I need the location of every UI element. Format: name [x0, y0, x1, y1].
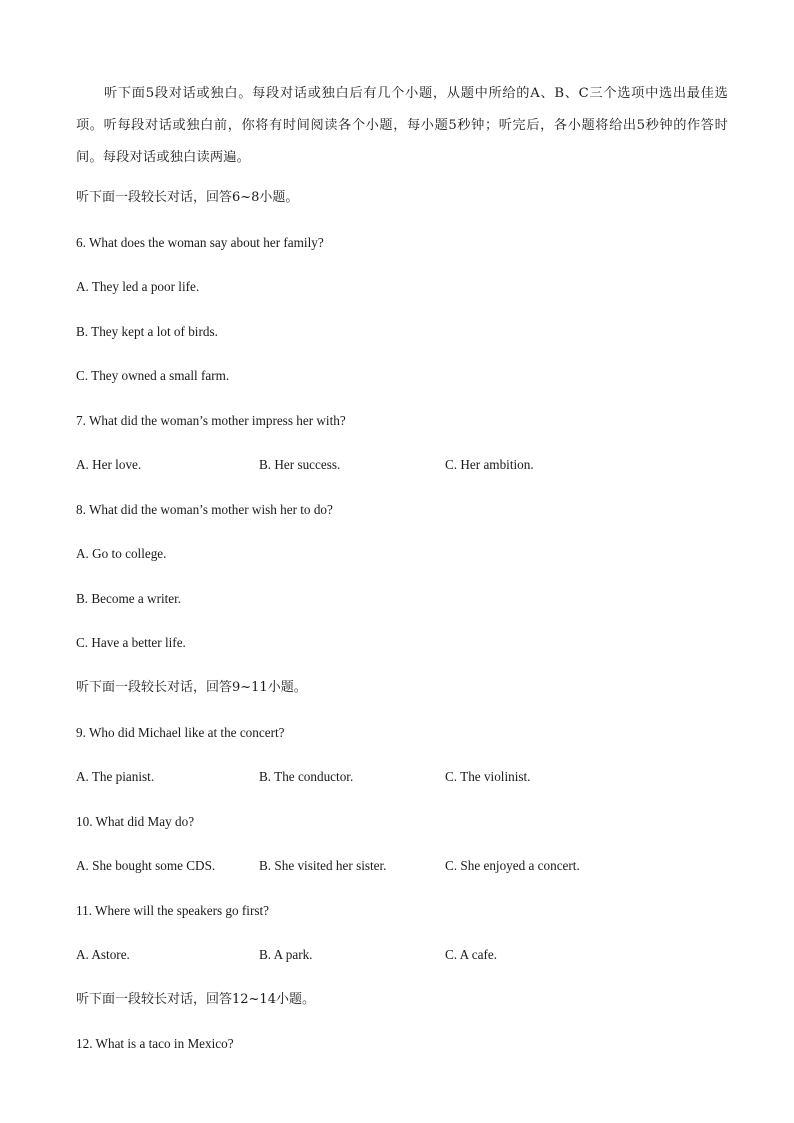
- question-7: 7. What did the woman’s mother impress her with?: [76, 413, 346, 428]
- q9-option-c: C. The violinist.: [445, 769, 531, 784]
- section-header-6-8: 听下面一段较长对话，回答6~8小题。: [76, 190, 299, 205]
- q8-option-a: A. Go to college.: [76, 546, 167, 561]
- q11-option-c: C. A cafe.: [445, 947, 498, 962]
- question-11: 11. Where will the speakers go first?: [76, 903, 269, 918]
- question-10: 10. What did May do?: [76, 814, 195, 829]
- q11-option-b: B. A park.: [259, 947, 313, 962]
- q11-option-a: A. Astore.: [76, 947, 130, 962]
- q6-option-c: C. They owned a small farm.: [76, 368, 230, 383]
- q7-option-b: B. Her success.: [259, 457, 341, 472]
- q10-option-c: C. She enjoyed a concert.: [445, 858, 580, 873]
- q6-option-a: A. They led a poor life.: [76, 279, 200, 294]
- q10-option-b: B. She visited her sister.: [259, 858, 387, 873]
- q8-option-c: C. Have a better life.: [76, 635, 186, 650]
- q9-option-a: A. The pianist.: [76, 769, 155, 784]
- q6-option-b: B. They kept a lot of birds.: [76, 324, 218, 339]
- q7-option-c: C. Her ambition.: [445, 457, 534, 472]
- question-6: 6. What does the woman say about her family?: [76, 235, 324, 250]
- listening-instructions: 听下面5段对话或独白。每段对话或独白后有几个小题，从题中所给的A、B、C三个选项中选出最佳选项。听每段对话或独白前，你将有时间阅读各个小题，每小题5秒钟；听完后，各小题将给出5秒钟的作答时间。每段对话或独白读两遍。: [76, 86, 728, 165]
- section-header-9-11: 听下面一段较长对话，回答9~11小题。: [76, 680, 307, 695]
- question-12: 12. What is a taco in Mexico?: [76, 1036, 234, 1051]
- question-9: 9. Who did Michael like at the concert?: [76, 725, 285, 740]
- q9-option-b: B. The conductor.: [259, 769, 354, 784]
- q7-option-a: A. Her love.: [76, 457, 142, 472]
- q10-option-a: A. She bought some CDS.: [76, 858, 216, 873]
- question-8: 8. What did the woman’s mother wish her to do?: [76, 502, 333, 517]
- section-header-12-14: 听下面一段较长对话，回答12~14小题。: [76, 992, 315, 1007]
- q8-option-b: B. Become a writer.: [76, 591, 182, 606]
